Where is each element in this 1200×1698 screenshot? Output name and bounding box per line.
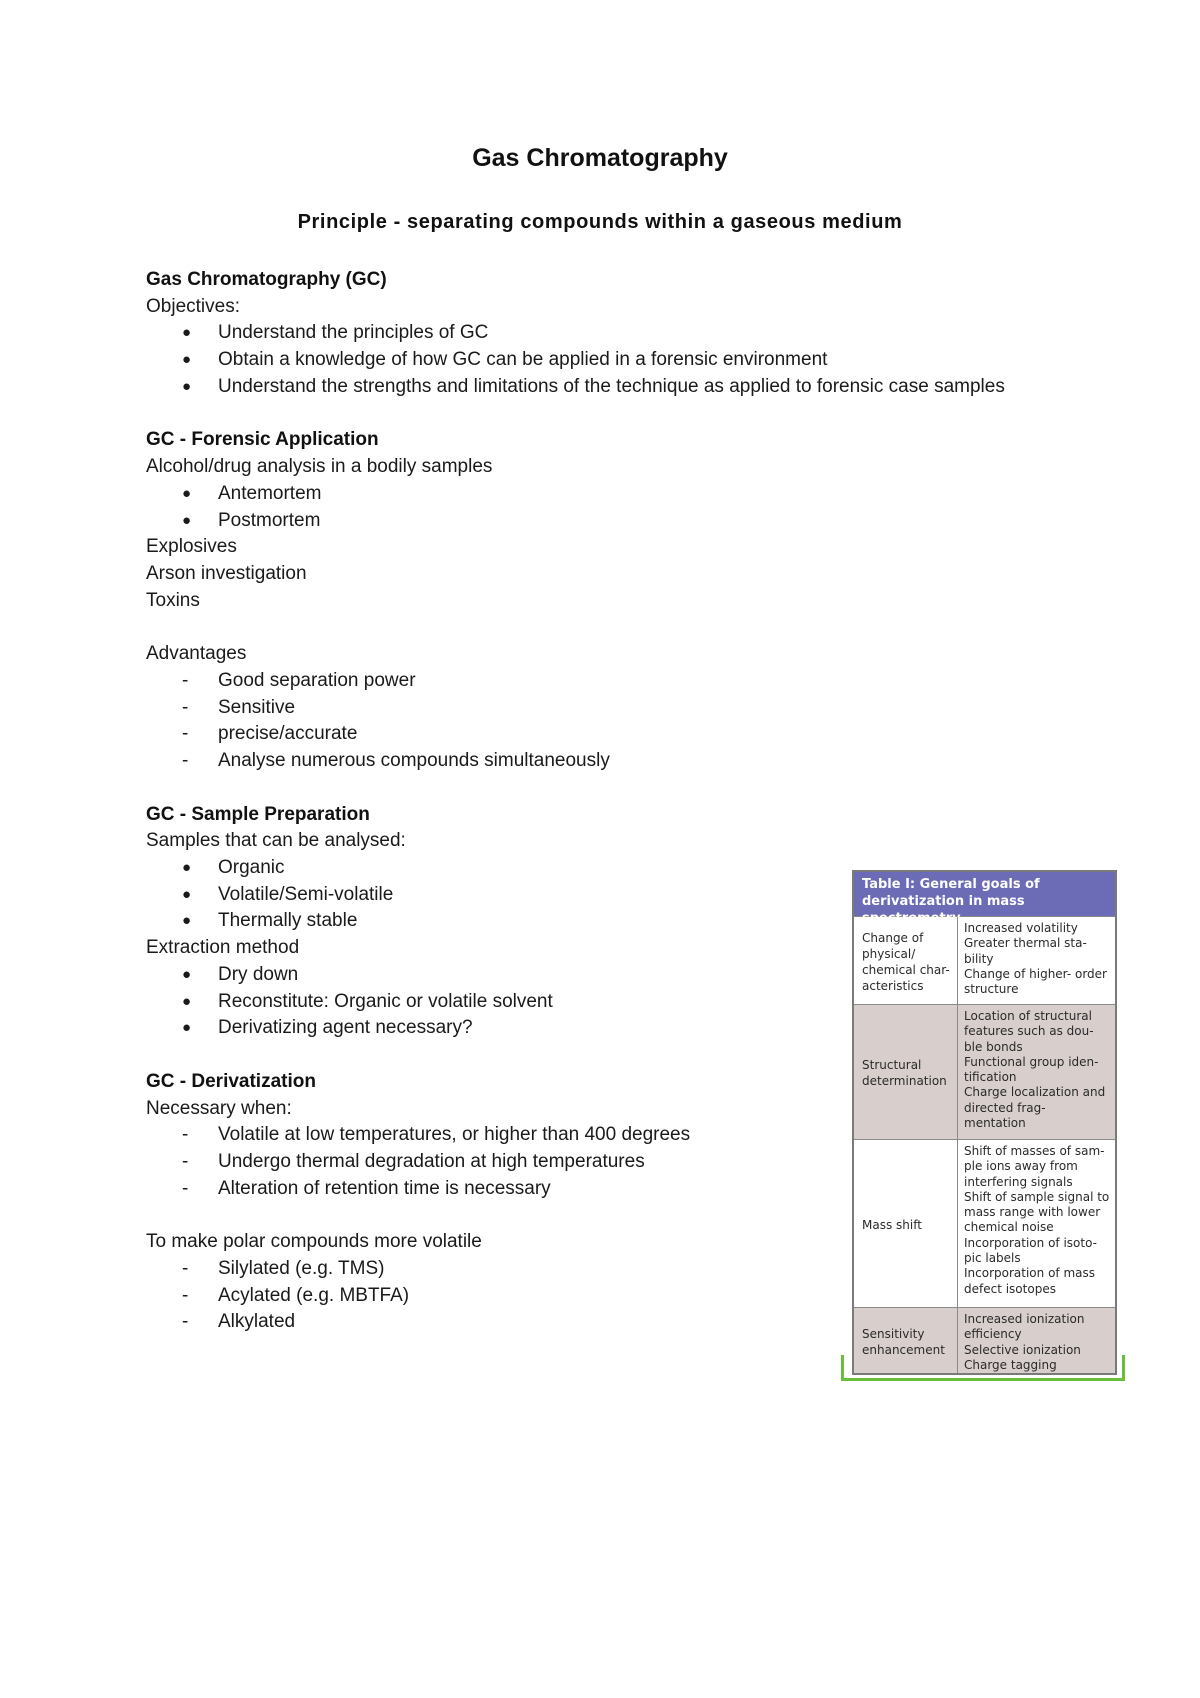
table-row [854, 1004, 1115, 1139]
deriv-label: Necessary when: [146, 1097, 292, 1119]
advantage-text: Sensitive [218, 696, 296, 718]
table-goals [958, 917, 1115, 1004]
forensic-heading: GC - Forensic Application [146, 429, 379, 451]
list-item [146, 374, 1066, 401]
polar-text: Acylated (e.g. MBTFA) [218, 1284, 410, 1306]
polar-text: Alkylated [218, 1311, 296, 1333]
goal-item: Incorporation of mass defect isotopes [964, 1266, 1095, 1296]
derivatization-table-figure [852, 870, 1117, 1375]
forensic-bullet-text: Postmortem [218, 509, 321, 531]
prep-heading: GC - Sample Preparation [146, 803, 370, 825]
table-goals [958, 1140, 1115, 1307]
sample-text: Organic [218, 857, 285, 879]
list-item [146, 320, 1066, 347]
list-item [146, 347, 1066, 374]
table-category [854, 1005, 958, 1139]
list-item [146, 721, 1066, 748]
goal-item: Shift of masses of sam- ple ions away from interfering signals [964, 1144, 1105, 1189]
objective-text: Obtain a knowledge of how GC can be applied in a forensic environment [218, 349, 828, 371]
gc-heading: Gas Chromatography (GC) [146, 269, 387, 290]
category-text: Change of physical/ chemical char- acteristics [862, 930, 950, 993]
table-category [854, 1308, 958, 1373]
figure-frame-left [841, 1355, 844, 1380]
goal-item: Greater thermal sta- bility [964, 936, 1087, 966]
goal-item: Shift of sample signal to mass range with lower chemical noise [964, 1189, 1110, 1235]
polar-label: To make polar compounds more volatile [146, 1231, 482, 1253]
goal-item: Increased ionization efficiency [964, 1312, 1085, 1342]
advantages-label: Advantages [146, 643, 247, 665]
bullet-marker: ● [182, 885, 192, 903]
bullet-marker: ● [182, 1019, 192, 1037]
bullet-marker: ● [182, 351, 192, 369]
category-text: Structural determination [862, 1058, 947, 1088]
deriv-text: Alteration of retention time is necessary [218, 1177, 551, 1199]
goal-item: Change of higher- order structure [964, 966, 1107, 997]
dash-marker: - [182, 1284, 189, 1306]
extraction-text: Dry down [218, 963, 299, 985]
figure-frame-right [1122, 1355, 1125, 1380]
goal-item: Incorporation of isoto- pic labels [964, 1235, 1097, 1266]
goal-item: Charge localization and directed frag- mentation [964, 1085, 1106, 1131]
bullet-marker: ● [182, 377, 192, 395]
table-row [854, 1139, 1115, 1307]
table-category [854, 1140, 958, 1307]
objectives-label: Objectives: [146, 295, 240, 317]
sample-text: Thermally stable [218, 910, 358, 932]
forensic-line: Alcohol/drug analysis in a bodily samples [146, 456, 493, 478]
bullet-marker: ● [182, 912, 192, 930]
advantage-text: precise/accurate [218, 723, 358, 745]
goal-item: Selective ionization [964, 1342, 1081, 1357]
forensic-line: Toxins [146, 589, 200, 611]
table-category [854, 917, 958, 1004]
table-goals [958, 1005, 1115, 1139]
goal-item: Charge tagging [964, 1357, 1057, 1372]
list-item [146, 668, 1066, 695]
goal-item: Increased volatility [964, 921, 1078, 935]
objective-text: Understand the strengths and limitations of the technique as applied to forensic case samples [218, 375, 1005, 397]
bullet-marker: ● [182, 992, 192, 1010]
advantage-text: Analyse numerous compounds simultaneously [218, 750, 610, 771]
goal-item: Functional group iden- tification [964, 1054, 1099, 1085]
figure-table-title: Table I: General goals of derivatization in mass spectrometry [854, 872, 1115, 916]
bullet-marker: ● [182, 484, 192, 502]
bullet-marker: ● [182, 965, 192, 983]
extraction-text: Reconstitute: Organic or volatile solvent [218, 990, 553, 1012]
sample-text: Volatile/Semi-volatile [218, 883, 394, 905]
dash-marker: - [182, 1258, 189, 1279]
list-item [146, 481, 1066, 508]
table-row [854, 916, 1115, 1004]
page-title: Gas Chromatography [472, 144, 728, 172]
dash-marker: - [182, 696, 189, 718]
list-item [146, 748, 1066, 775]
dash-marker: - [182, 1177, 189, 1199]
advantage-text: Good separation power [218, 669, 416, 691]
table-goals [958, 1308, 1115, 1373]
dash-marker: - [182, 1124, 189, 1146]
forensic-line: Explosives [146, 536, 237, 558]
figure-frame-bottom [841, 1378, 1125, 1381]
table-row [854, 1307, 1115, 1373]
category-text: Mass shift [862, 1217, 922, 1232]
bullet-marker: ● [182, 511, 192, 529]
deriv-text: Undergo thermal degradation at high temperatures [218, 1150, 645, 1172]
bullet-marker: ● [182, 859, 192, 877]
polar-text: Silylated (e.g. TMS) [218, 1258, 385, 1279]
goal-item: Location of structural features such as dou- ble bonds [964, 1009, 1094, 1054]
forensic-bullet-text: Antemortem [218, 482, 322, 504]
bullet-marker: ● [182, 324, 192, 342]
dash-marker: - [182, 1150, 189, 1172]
objective-text: Understand the principles of GC [218, 322, 489, 344]
dash-marker: - [182, 750, 189, 771]
dash-marker: - [182, 1311, 189, 1333]
list-item [146, 508, 1066, 535]
dash-marker: - [182, 723, 189, 745]
deriv-heading: GC - Derivatization [146, 1070, 316, 1092]
page-subtitle: Principle - separating compounds within a gaseous medium [297, 211, 903, 233]
extraction-text: Derivatizing agent necessary? [218, 1017, 473, 1039]
list-item [146, 695, 1066, 722]
extraction-label: Extraction method [146, 937, 300, 959]
prep-label: Samples that can be analysed: [146, 830, 406, 852]
deriv-text: Volatile at low temperatures, or higher than 400 degrees [218, 1124, 691, 1146]
forensic-line: Arson investigation [146, 562, 307, 584]
dash-marker: - [182, 669, 189, 691]
category-text: Sensitivity enhancement [862, 1326, 945, 1357]
